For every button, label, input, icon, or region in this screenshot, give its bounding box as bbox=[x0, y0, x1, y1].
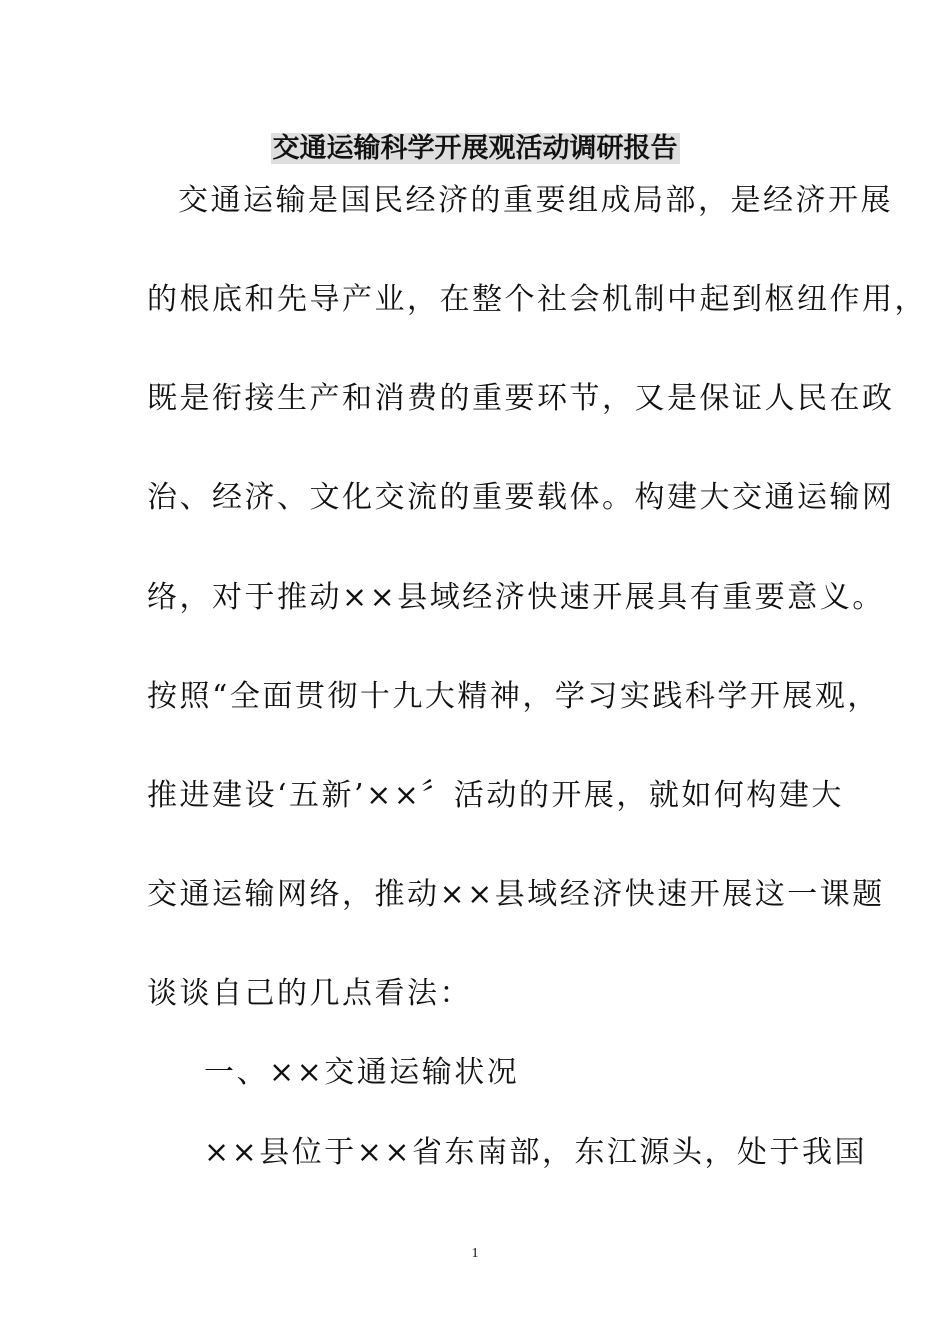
page-number: 1 bbox=[471, 1246, 479, 1261]
document-title bbox=[0, 131, 950, 167]
body-line-2: 的根底和先导产业，在整个社会机制中起到枢纽作用， bbox=[147, 282, 927, 317]
body-line-4: 治、经济、文化交流的重要载体。构建大交通运输网 bbox=[147, 480, 895, 515]
body-line-1: 交通运输是国民经济的重要组成局部，是经济开展 bbox=[178, 183, 893, 218]
body-line-10: ××县位于××省东南部，东江源头，处于我国 bbox=[204, 1135, 868, 1170]
body-line-7: 推进建设‘五新’××〞活动的开展，就如何构建大 bbox=[147, 778, 844, 813]
body-line-5: 络，对于推动××县域经济快速开展具有重要意义。 bbox=[147, 580, 885, 615]
body-line-6: 按照“全面贯彻十九大精神，学习实践科学开展观， bbox=[147, 679, 880, 714]
body-line-8: 交通运输网络，推动××县域经济快速开展这一课题 bbox=[147, 877, 885, 912]
section-heading-1: 一、××交通运输状况 bbox=[204, 1055, 520, 1090]
body-line-3: 既是衔接生产和消费的重要环节，又是保证人民在政 bbox=[147, 381, 895, 416]
document-title-text: 交通运输科学开展观活动调研报告 bbox=[272, 133, 678, 164]
body-line-9: 谈谈自己的几点看法： bbox=[147, 976, 472, 1011]
